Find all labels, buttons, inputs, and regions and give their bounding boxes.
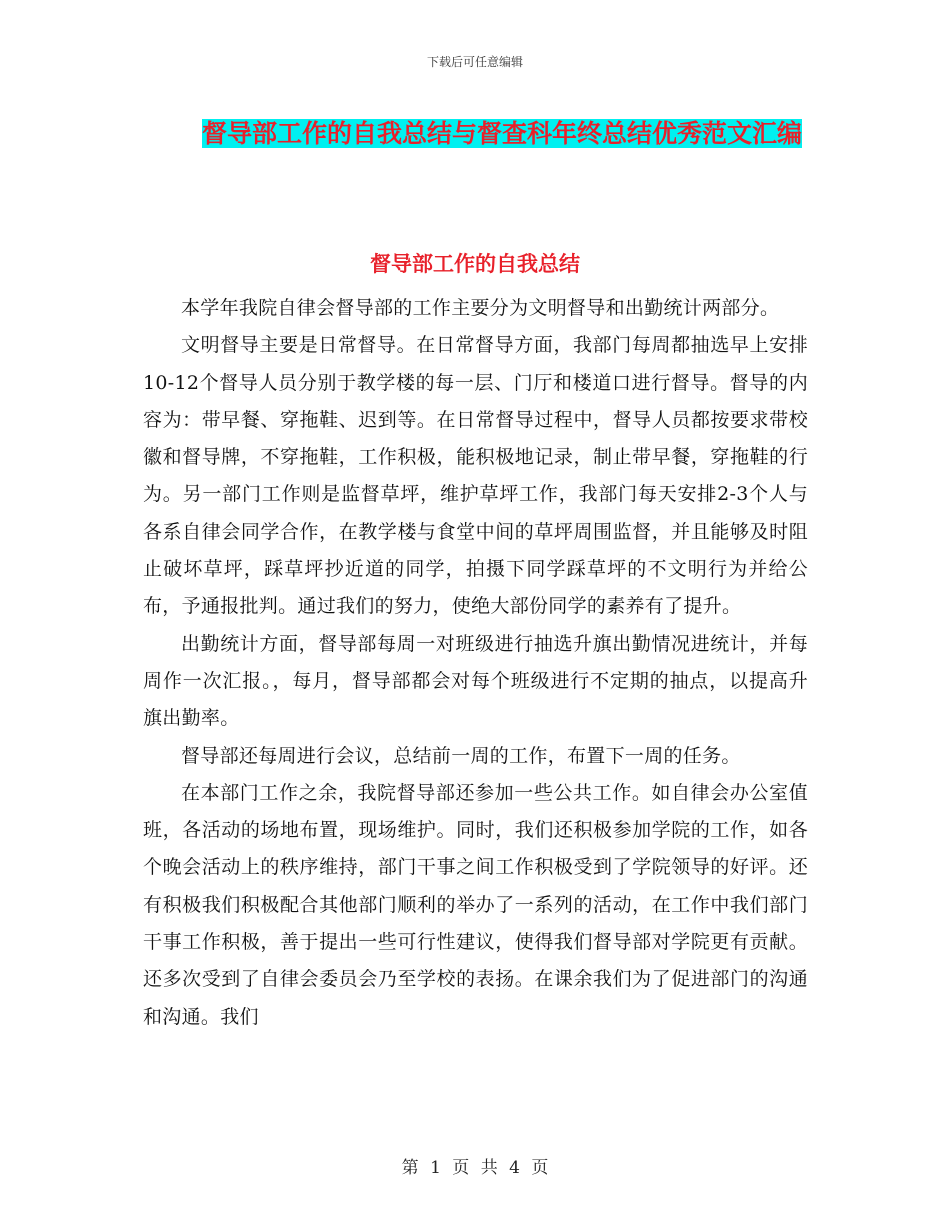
page-footer: 第 1 页 共 4 页 [401, 1158, 549, 1178]
header-note: 下载后可任意编辑 [426, 55, 523, 69]
paragraph-4: 督导部还每周进行会议，总结前一周的工作，布置下一周的任务。 [181, 744, 741, 767]
paragraph-2: 文明督导主要是日常督导。在日常督导方面，我部门每周都抽选早上安排10-12个督导人员分别于教学楼的每一层、门厅和楼道口进行督导。督导的内容为：带早餐、穿拖鞋、迟到等。在日常督导过程中，督导人员都按要求带校徽和督导牌，不穿拖鞋，工作积极，能积极地记录，制止带早餐，穿拖鞋的行为。另一部门工作则是监督草坪，维护草坪工作，我部门每天安排2-3个人与各系自律会同学合作，在教学楼与食堂中间的草坪周围监督，并且能够及时阻止破坏草坪，踩草坪抄近道的同学，拍摄下同学踩草坪的不文明行为并给公布，予通报批判。通过我们的努力，使绝大部份同学的素养有了提升。 [143, 334, 808, 618]
section-title: 督导部工作的自我总结 [370, 252, 580, 276]
document-title [192, 110, 812, 158]
paragraph-3: 出勤统计方面，督导部每周一对班级进行抽选升旗出勤情况进统计，并每周作一次汇报。，每月，督导部都会对每个班级进行不定期的抽点，以提高升旗出勤率。 [143, 632, 808, 730]
paragraph-5: 在本部门工作之余，我院督导部还参加一些公共工作。如自律会办公室值班，各活动的场地布置，现场维护。同时，我们还积极参加学院的工作，如各个晚会活动上的秩序维持，部门干事之间工作积极受到了学院领导的好评。还有积极我们积极配合其他部门顺利的举办了一系列的活动，在工作中我们部门干事工作积极，善于提出一些可行性建议，使得我们督导部对学院更有贡献。还多次受到了自律会委员会乃至学校的表扬。在课余我们为了促进部门的沟通和沟通。我们 [143, 781, 808, 1028]
body-text [143, 290, 808, 1036]
paragraph-1: 本学年我院自律会督导部的工作主要分为文明督导和出勤统计两部分。 [181, 297, 780, 319]
document-title-text: 督导部工作的自我总结与督查科年终总结优秀范文汇编 [201, 119, 802, 148]
